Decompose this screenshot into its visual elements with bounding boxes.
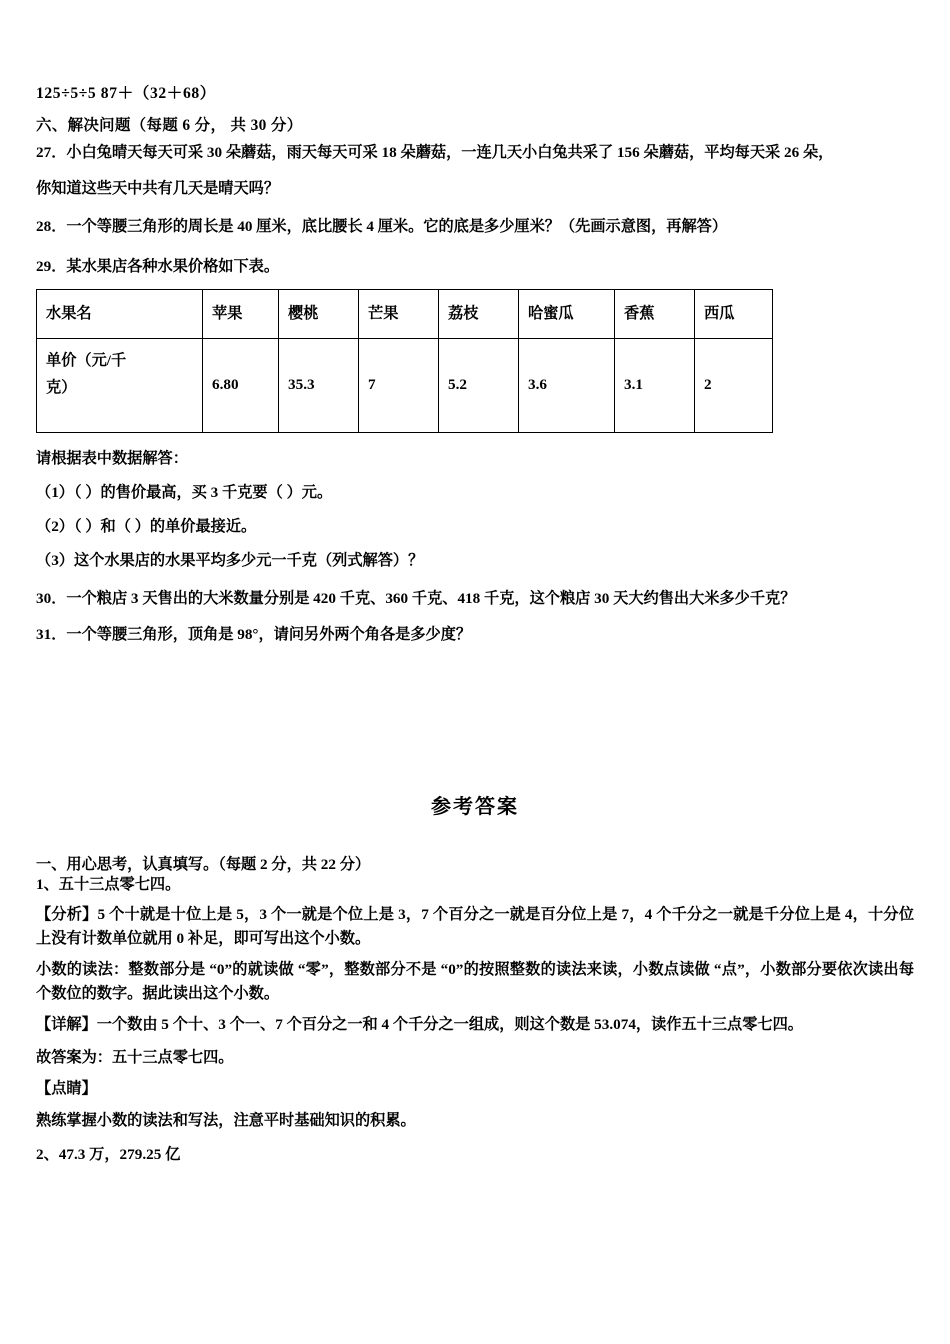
table-prompt: 请根据表中数据解答：	[36, 450, 188, 468]
table-header-cell-banana: 香蕉	[615, 290, 695, 339]
answer-detail: 【详解】一个数由 5 个十、3 个一、7 个百分之一和 4 个千分之一组成，则这个数是 53.074，读作五十三点零七四。	[36, 1016, 803, 1033]
price-cell-melon: 3.6	[519, 339, 615, 433]
question-30: 30．一个粮店 3 天售出的大米数量分别是 420 千克、360 千克、418 千克，这个粮店 30 天大约售出大米多少千克？	[36, 590, 796, 608]
question-27-line-2: 你知道这些天中共有几天是晴天吗？	[36, 180, 279, 198]
table-header-cell-name: 水果名	[37, 290, 203, 339]
answers-section-1-heading: 一、用心思考，认真填写。（每题 2 分，共 22 分）	[36, 856, 371, 873]
answers-section	[36, 790, 914, 1166]
table-header-cell-apple: 苹果	[203, 290, 279, 339]
question-28: 28．一个等腰三角形的周长是 40 厘米，底比腰长 4 厘米。它的底是多少厘米？（先画示意图，再解答）	[36, 218, 728, 236]
table-row-label	[37, 339, 203, 433]
answer-item-2: 2、47.3 万，279.25 亿	[36, 1145, 181, 1163]
answer-insight-text: 熟练掌握小数的读法和写法，注意平时基础知识的积累。	[36, 1112, 416, 1130]
answer-insight-label: 【点睛】	[36, 1080, 97, 1098]
sub-question-3: （3）这个水果店的水果平均多少元一千克（列式解答）？	[36, 552, 424, 570]
price-cell-apple: 6.80	[203, 339, 279, 433]
fruit-price-table	[36, 289, 773, 433]
table-row-label-part1: 单价（元/千	[46, 352, 127, 370]
sub-question-2: （2）（ ）和（ ）的单价最接近。	[36, 518, 257, 536]
answer-analysis: 【分析】5 个十就是十位上是 5，3 个一就是个位上是 3，7 个百分之一就是百分位上是 7，4 个千分之一就是千分位上是 4，十分位上没有计数单位就用 0 补足，即可写出这个小数。	[36, 905, 915, 948]
table-price-row	[37, 339, 773, 433]
question-29: 29．某水果店各种水果价格如下表。	[36, 258, 279, 276]
table-row-label-part2: 克）	[46, 378, 77, 396]
answer-reading-rule: 小数的读法：整数部分是 “0”的就读做 “零”，整数部分不是 “0”的按照整数的读法来读，小数点读做 “点”，小数部分要依次读出每个数位的数字。据此读出这个小数。	[36, 960, 914, 1003]
answer-conclusion: 故答案为：五十三点零七四。	[36, 1048, 234, 1066]
question-31: 31．一个等腰三角形，顶角是 98°，请问另外两个角各是多少度？	[36, 626, 472, 644]
sub-question-1: （1）（ ）的售价最高，买 3 千克要（ ）元。	[36, 484, 333, 502]
price-cell-banana: 3.1	[615, 339, 695, 433]
table-header-cell-mango: 芒果	[359, 290, 439, 339]
answers-title: 参考答案	[431, 796, 519, 818]
price-cell-watermelon: 2	[695, 339, 773, 433]
table-header-row	[37, 290, 773, 339]
table-header-cell-watermelon: 西瓜	[695, 290, 773, 339]
calculation-line: 125÷5÷5 87＋（32＋68）	[36, 85, 216, 102]
answer-item-1: 1、五十三点零七四。	[36, 875, 181, 893]
table-header-cell-cherry: 樱桃	[279, 290, 359, 339]
page-content	[36, 86, 914, 647]
price-cell-lychee: 5.2	[439, 339, 519, 433]
price-cell-mango: 7	[359, 339, 439, 433]
section-heading-six: 六、解决问题（每题 6 分， 共 30 分）	[36, 116, 303, 134]
table-header-cell-melon: 哈蜜瓜	[519, 290, 615, 339]
price-cell-cherry: 35.3	[279, 339, 359, 433]
table-header-cell-lychee: 荔枝	[439, 290, 519, 339]
question-27-line-1: 27．小白兔晴天每天可采 30 朵蘑菇，雨天每天可采 18 朵蘑菇，一连几天小白兔共采了 156 朵蘑菇，平均每天采 26 朵，	[36, 144, 834, 161]
